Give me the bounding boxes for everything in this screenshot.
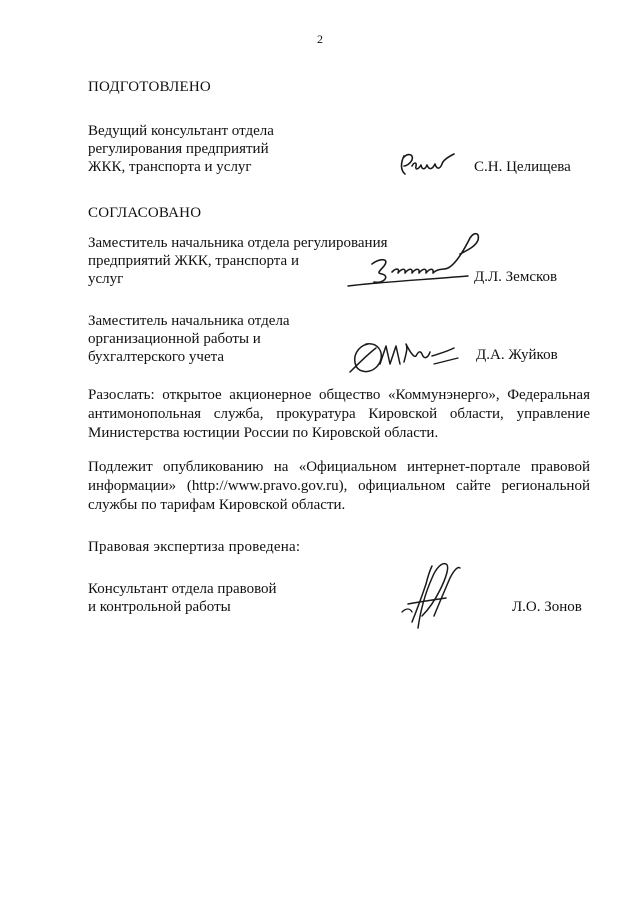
position-line: и контрольной работы xyxy=(88,599,231,615)
signature-zhuikov xyxy=(346,334,466,380)
position-line: Консультант отдела правовой xyxy=(88,581,277,597)
signature-zonov xyxy=(388,556,468,636)
agreed-heading: СОГЛАСОВАНО xyxy=(88,205,202,221)
prepared-position xyxy=(88,122,274,176)
position-line: предприятий ЖКК, транспорта и xyxy=(88,253,299,269)
position-line: организационной работы и xyxy=(88,331,261,347)
position-line: услуг xyxy=(88,271,124,287)
prepared-heading: ПОДГОТОВЛЕНО xyxy=(88,79,211,95)
signer-1-name: Д.Л. Земсков xyxy=(474,269,558,285)
position-line: бухгалтерского учета xyxy=(88,349,225,365)
distribution-paragraph: Разослать: открытое акционерное общество «Коммунэнерго», Федеральная антимонопольная служба, прокуратура Кировской области, управление Министерства юстиции России по Кировской области. xyxy=(88,387,590,441)
legal-review-position xyxy=(88,580,277,616)
legal-review-name: Л.О. Зонов xyxy=(512,599,582,615)
position-line: Заместитель начальника отдела регулирования xyxy=(88,235,388,251)
signature-zemskov xyxy=(340,228,490,296)
position-line: Ведущий консультант отдела xyxy=(88,123,274,139)
signature-tselishcheva xyxy=(398,148,458,182)
legal-review-heading: Правовая экспертиза проведена: xyxy=(88,539,301,555)
signer-2-name: Д.А. Жуйков xyxy=(476,347,558,363)
position-line: ЖКК, транспорта и услуг xyxy=(88,159,252,175)
prepared-name: С.Н. Целищева xyxy=(474,159,571,175)
page-number: 2 xyxy=(317,32,323,46)
position-line: регулирования предприятий xyxy=(88,141,269,157)
position-line: Заместитель начальника отдела xyxy=(88,313,290,329)
signer-2-position xyxy=(88,312,290,366)
publication-paragraph: Подлежит опубликованию на «Официальном интернет-портале правовой информации» (http://www.pravo.gov.ru), официальном сайте региональной службы по тарифам Кировской области. xyxy=(88,459,590,513)
